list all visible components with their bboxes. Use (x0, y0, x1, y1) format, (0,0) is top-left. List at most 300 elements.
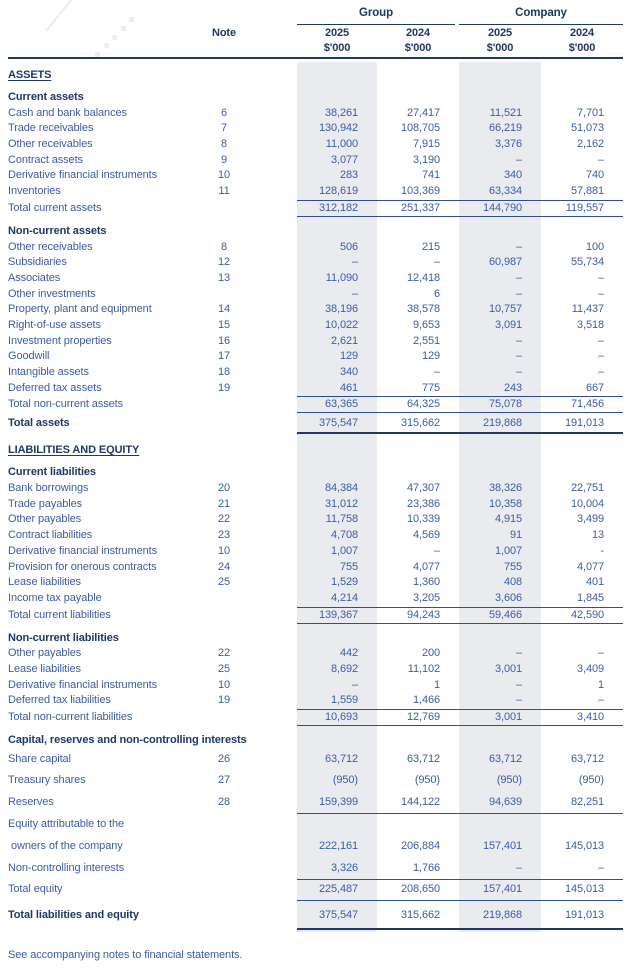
value-cell: 13 (591, 529, 604, 542)
value-cell: 63,712 (324, 752, 358, 765)
value-cell: 3,518 (576, 318, 604, 331)
table-row (8, 770, 623, 792)
value-cell (377, 443, 459, 458)
cell-spacer (248, 678, 297, 694)
value-cell: – (597, 287, 604, 300)
value-cell: 191,013 (564, 417, 604, 430)
value-cell: – (351, 678, 358, 691)
row-label: Other receivables (8, 138, 93, 151)
note-cell (200, 733, 248, 749)
value-cell: – (433, 256, 440, 269)
value-cell (459, 631, 541, 647)
note-column-header: Note (211, 27, 237, 39)
value-cell (297, 224, 377, 240)
value-cell: – (515, 861, 522, 874)
row-label: Deferred tax assets (8, 381, 102, 394)
value-cell: 38,196 (324, 303, 358, 316)
table-row (8, 381, 623, 397)
table-row (8, 481, 623, 497)
value-cell: 3,205 (412, 591, 440, 604)
note-cell (200, 396, 248, 413)
value-cell: 1,559 (330, 694, 358, 707)
cell-spacer (248, 287, 297, 303)
note-cell: 8 (220, 240, 228, 253)
note-cell: 10 (217, 678, 231, 691)
value-cell: 10,757 (488, 303, 522, 316)
value-cell: 8,692 (330, 662, 358, 675)
cell-spacer (248, 121, 297, 137)
value-cell: 775 (421, 381, 440, 394)
value-cell: 10,339 (406, 513, 440, 526)
table-row (8, 646, 623, 662)
table-row (8, 137, 623, 153)
cell-spacer (248, 693, 297, 709)
note-cell: 14 (217, 303, 231, 316)
note-cell: 25 (217, 662, 231, 675)
table-row (8, 349, 623, 365)
value-cell: 129 (339, 350, 358, 363)
row-label: Lease liabilities (8, 576, 81, 589)
value-cell: – (597, 153, 604, 166)
value-cell (297, 631, 377, 647)
row-label: Right-of-use assets (8, 318, 101, 331)
value-cell: 145,013 (564, 883, 604, 896)
cell-spacer (248, 733, 297, 749)
cell-spacer (248, 646, 297, 662)
table-row (8, 528, 623, 544)
row-label: Investment properties (8, 334, 112, 347)
value-cell: 55,734 (570, 256, 604, 269)
cell-spacer (248, 512, 297, 528)
value-cell: 108,705 (400, 122, 440, 135)
table-row (8, 749, 623, 771)
value-cell: 103,369 (400, 185, 440, 198)
value-cell: 47,307 (406, 482, 440, 495)
value-cell: 10,022 (324, 318, 358, 331)
value-cell: 4,214 (330, 591, 358, 604)
value-cell: 340 (339, 366, 358, 378)
value-cell: 741 (421, 169, 440, 182)
table-row (8, 560, 623, 576)
value-cell: – (515, 694, 522, 707)
cell-spacer (248, 749, 297, 771)
value-cell: 84,384 (324, 482, 358, 495)
cell-spacer (248, 709, 297, 726)
unit-header: $'000 (404, 42, 432, 54)
note-cell: 25 (217, 576, 231, 589)
table-row (8, 631, 623, 647)
value-cell: 11,758 (325, 513, 358, 526)
value-cell (459, 68, 541, 83)
value-cell (541, 631, 623, 647)
value-cell: 144,122 (400, 796, 440, 809)
value-cell: 2,551 (412, 334, 440, 347)
row-label: Deferred tax liabilities (8, 694, 111, 707)
value-cell: 3,077 (330, 153, 358, 166)
value-cell: 1,766 (412, 861, 440, 874)
value-cell: 3,376 (494, 138, 522, 151)
note-cell: 6 (220, 106, 228, 119)
row-label: Other investments (8, 287, 96, 300)
cell-spacer (248, 200, 297, 217)
value-cell: – (515, 153, 522, 166)
value-cell: 64,325 (406, 398, 440, 411)
table-row (8, 255, 623, 271)
cell-spacer (248, 836, 297, 858)
note-cell (200, 858, 248, 880)
value-cell: – (515, 678, 522, 691)
row-label: Total non-current assets (8, 398, 123, 411)
value-cell: 340 (503, 169, 522, 182)
note-cell (200, 465, 248, 481)
value-cell: 315,662 (400, 417, 440, 430)
header-year-row (8, 25, 623, 42)
table-row (8, 879, 623, 901)
value-cell: 10,004 (570, 497, 604, 510)
value-cell: 159,399 (318, 796, 358, 809)
value-cell: 11,437 (571, 303, 604, 316)
value-cell: 157,401 (482, 839, 522, 852)
table-row (8, 200, 623, 217)
note-cell: 7 (220, 122, 228, 135)
value-cell: 1 (597, 678, 604, 691)
table-row (8, 575, 623, 591)
value-cell: – (597, 271, 604, 284)
note-cell (200, 709, 248, 726)
note-cell (200, 90, 248, 106)
value-cell: 38,578 (406, 303, 440, 316)
row-label: Property, plant and equipment (8, 303, 152, 316)
row-label: Derivative financial instruments (8, 678, 158, 691)
row-label: Cash and bank balances (8, 106, 127, 119)
value-cell: 27,417 (406, 106, 440, 119)
note-cell (200, 631, 248, 647)
value-cell: 3,001 (494, 711, 522, 723)
value-cell: 219,868 (482, 417, 522, 430)
value-cell (459, 814, 541, 836)
value-cell: 1,845 (576, 591, 604, 604)
cell-spacer (248, 792, 297, 814)
cell-spacer (248, 631, 297, 647)
value-cell: 283 (339, 169, 358, 182)
table-header (8, 0, 623, 59)
value-cell: 442 (339, 647, 358, 660)
header-unit-row (8, 42, 623, 57)
row-label: Equity attributable to the (8, 818, 125, 831)
cell-spacer (248, 184, 297, 200)
table-row (8, 184, 623, 200)
table-row (8, 709, 623, 726)
row-label: Total equity (8, 883, 63, 896)
value-cell: 667 (585, 381, 604, 394)
row-label: LIABILITIES AND EQUITY (8, 444, 140, 457)
value-cell (297, 814, 377, 836)
row-label: Current liabilities (8, 466, 96, 479)
note-cell: 20 (217, 482, 231, 495)
value-cell: – (433, 544, 440, 557)
value-cell: 225,487 (318, 883, 358, 896)
value-cell: – (515, 240, 522, 253)
value-cell: (950) (414, 774, 440, 787)
cell-spacer (248, 365, 297, 381)
row-label: Other payables (8, 647, 82, 660)
note-cell (200, 224, 248, 240)
value-cell: - (600, 544, 604, 557)
note-cell: 26 (217, 752, 231, 765)
row-label: Other receivables (8, 240, 93, 253)
footnote: See accompanying notes to financial statements. (8, 949, 243, 962)
value-cell (541, 443, 623, 458)
value-cell: 75,078 (488, 398, 522, 411)
value-cell: – (351, 256, 358, 269)
note-cell: 21 (217, 497, 231, 510)
cell-spacer (248, 770, 297, 792)
row-label: Goodwill (8, 350, 50, 363)
cell-spacer (248, 240, 297, 256)
value-cell: 1 (433, 678, 440, 691)
value-cell: 57,881 (570, 185, 604, 198)
row-label: Capital, reserves and non-controlling interests (8, 734, 247, 746)
value-cell: 251,337 (400, 201, 440, 214)
value-cell: 31,012 (324, 497, 358, 510)
cell-spacer (248, 575, 297, 591)
table-row (8, 904, 623, 930)
value-cell: – (351, 287, 358, 300)
cell-spacer (248, 416, 297, 434)
cell-spacer (248, 137, 297, 153)
row-label: Reserves (8, 796, 54, 809)
note-cell: 10 (217, 544, 231, 557)
value-cell (459, 733, 541, 749)
row-label: Total current liabilities (8, 608, 111, 621)
value-cell: 63,712 (570, 752, 604, 765)
table-row (8, 544, 623, 560)
value-cell (377, 90, 459, 106)
note-cell: 27 (217, 774, 231, 787)
cell-spacer (248, 271, 297, 287)
value-cell: – (597, 647, 604, 660)
value-cell: (950) (332, 774, 358, 787)
group-column-header: Group (297, 3, 455, 25)
value-cell: 38,261 (324, 106, 358, 119)
table-row (8, 416, 623, 434)
value-cell: (950) (578, 774, 604, 787)
cell-spacer (248, 443, 297, 458)
value-cell: 11,521 (489, 106, 522, 119)
note-cell: 18 (217, 366, 231, 378)
value-cell: 461 (339, 381, 358, 394)
value-cell: 755 (339, 560, 358, 573)
value-cell: 3,410 (576, 711, 604, 723)
table-row (8, 497, 623, 513)
value-cell: 3,606 (494, 591, 522, 604)
value-cell: – (515, 647, 522, 660)
table-row (8, 814, 623, 836)
value-cell (377, 224, 459, 240)
note-cell: 10 (217, 169, 231, 182)
cell-spacer (248, 224, 297, 240)
value-cell (377, 631, 459, 647)
value-cell: 408 (503, 576, 522, 589)
value-cell: 208,650 (400, 883, 440, 896)
value-cell: 23,386 (406, 497, 440, 510)
value-cell: 401 (585, 576, 604, 589)
value-cell: 755 (503, 560, 522, 573)
value-cell: – (515, 271, 522, 284)
note-cell (200, 814, 248, 836)
table-row (8, 591, 623, 607)
cell-spacer (248, 497, 297, 513)
table-row (8, 443, 623, 458)
value-cell: 740 (585, 169, 604, 182)
value-cell: 3,001 (494, 662, 522, 675)
note-cell: 28 (217, 796, 231, 809)
row-label: Bank borrowings (8, 482, 89, 495)
value-cell: 9,653 (412, 318, 440, 331)
value-cell (297, 733, 377, 749)
value-cell: 10,693 (324, 711, 358, 723)
note-cell: 8 (220, 138, 228, 151)
row-label: Derivative financial instruments (8, 544, 158, 557)
row-label: Contract assets (8, 153, 83, 166)
value-cell (377, 68, 459, 83)
value-cell: 12,418 (406, 271, 440, 284)
row-label: Intangible assets (8, 366, 89, 378)
cell-spacer (248, 334, 297, 350)
cell-spacer (248, 349, 297, 365)
note-cell: 11 (218, 185, 230, 198)
value-cell: 243 (503, 381, 522, 394)
cell-spacer (248, 318, 297, 334)
value-cell: 4,077 (412, 560, 440, 573)
value-cell: 506 (339, 240, 358, 253)
cell-spacer (248, 662, 297, 678)
cell-spacer (248, 255, 297, 271)
value-cell: 71,456 (570, 398, 604, 411)
table-row (8, 693, 623, 709)
row-label: Associates (8, 271, 61, 284)
value-cell: 3,326 (330, 861, 358, 874)
note-cell: 23 (217, 529, 231, 542)
cell-spacer (248, 591, 297, 607)
note-cell (200, 836, 248, 858)
value-cell: – (515, 287, 522, 300)
note-cell (200, 287, 248, 303)
value-cell (541, 224, 623, 240)
row-label: Total liabilities and equity (8, 909, 139, 922)
value-cell: 130,942 (318, 122, 358, 135)
row-label: Current assets (8, 91, 84, 103)
year-header-group-2024: 2024 (405, 27, 431, 39)
table-row (8, 121, 623, 137)
value-cell: 375,547 (318, 909, 358, 922)
value-cell: 1,360 (412, 576, 440, 589)
row-label: Total assets (8, 417, 70, 430)
row-label: Total current assets (8, 201, 102, 214)
unit-header: $'000 (323, 42, 351, 54)
value-cell: 7,701 (576, 106, 604, 119)
row-label: Treasury shares (8, 774, 86, 787)
value-cell: 3,409 (576, 662, 604, 675)
table-row (8, 836, 623, 858)
value-cell: 11,000 (325, 138, 358, 151)
cell-spacer (248, 381, 297, 397)
value-cell: 66,219 (488, 122, 522, 135)
row-label: Trade payables (8, 497, 83, 510)
cell-spacer (248, 481, 297, 497)
header-span-row (8, 0, 623, 25)
value-cell: 215 (421, 240, 440, 253)
value-cell: 94,639 (488, 796, 522, 809)
value-cell: – (433, 366, 440, 378)
table-row (8, 792, 623, 814)
value-cell: 10,358 (488, 497, 522, 510)
note-cell: 17 (217, 350, 231, 363)
value-cell: – (597, 350, 604, 363)
note-cell: 13 (217, 271, 231, 284)
value-cell (459, 443, 541, 458)
value-cell (541, 733, 623, 749)
value-cell: 7,915 (412, 138, 440, 151)
table-row (8, 662, 623, 678)
cell-spacer (248, 879, 297, 901)
value-cell (541, 465, 623, 481)
table-row (8, 68, 623, 83)
value-cell: 42,590 (570, 608, 604, 621)
table-row (8, 607, 623, 624)
value-cell: 206,884 (400, 839, 440, 852)
value-cell: 129 (421, 350, 440, 363)
cell-spacer (248, 302, 297, 318)
row-label: Subsidiaries (8, 256, 67, 269)
value-cell: – (597, 861, 604, 874)
row-label: Derivative financial instruments (8, 169, 158, 182)
value-cell: 2,621 (330, 334, 358, 347)
cell-spacer (248, 68, 297, 83)
value-cell: 63,712 (406, 752, 440, 765)
row-label: Inventories (8, 185, 61, 198)
note-cell: 19 (217, 381, 231, 394)
value-cell: 22,751 (570, 482, 604, 495)
value-cell: 1,007 (330, 544, 358, 557)
value-cell: 219,868 (482, 909, 522, 922)
value-cell: – (515, 366, 522, 378)
value-cell: 4,915 (494, 513, 522, 526)
cell-spacer (248, 904, 297, 930)
value-cell: 315,662 (400, 909, 440, 922)
note-cell (200, 443, 248, 458)
note-cell: 12 (217, 256, 231, 269)
note-cell (200, 200, 248, 217)
value-cell: 375,547 (318, 417, 358, 430)
value-cell (541, 90, 623, 106)
table-row (8, 512, 623, 528)
value-cell: 63,334 (488, 185, 522, 198)
company-column-header: Company (459, 3, 623, 25)
value-cell: 100 (585, 240, 604, 253)
value-cell: – (597, 334, 604, 347)
note-cell (200, 416, 248, 434)
value-cell: – (597, 366, 604, 378)
note-cell (200, 904, 248, 930)
table-row (8, 396, 623, 413)
cell-spacer (248, 465, 297, 481)
table-row (8, 106, 623, 122)
cell-spacer (248, 858, 297, 880)
table-row (8, 318, 623, 334)
note-cell: 9 (220, 153, 228, 166)
value-cell: 312,182 (318, 201, 358, 214)
